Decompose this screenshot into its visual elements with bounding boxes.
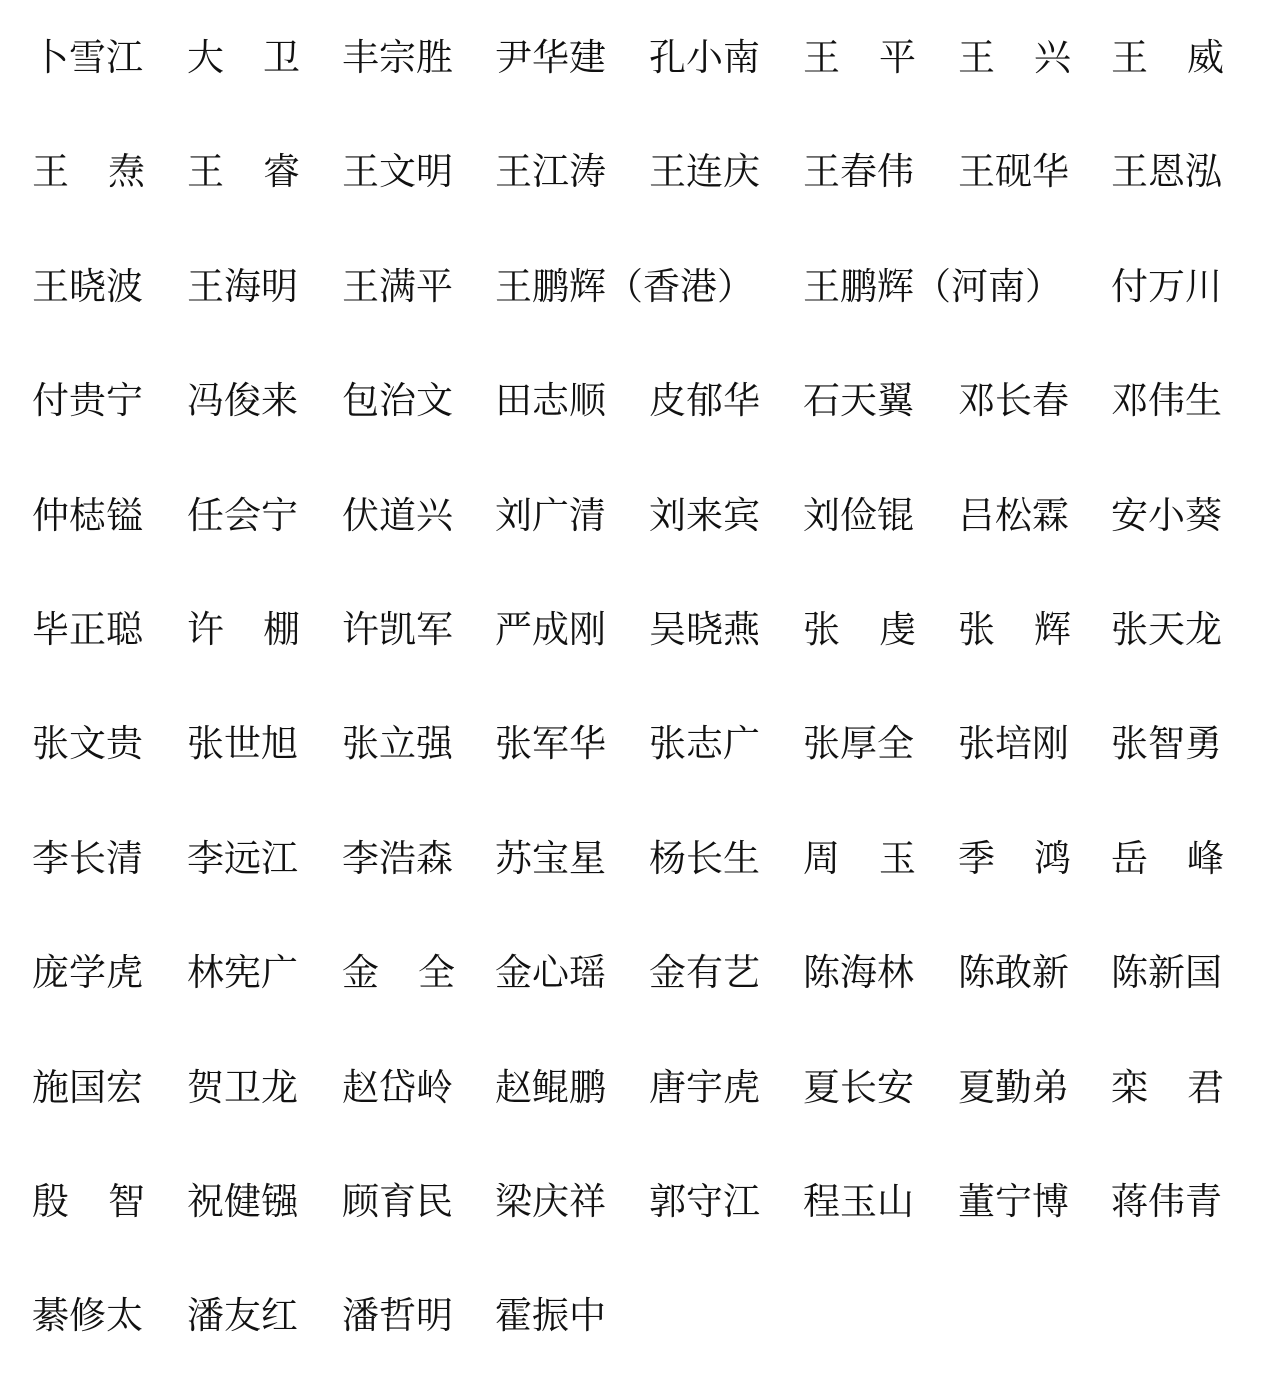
name-entry: 陈新国 <box>1111 951 1222 995</box>
name-entry: 吕松霖 <box>958 493 1069 537</box>
name-row <box>0 1162 1280 1242</box>
name-entry: 唐宇虎 <box>649 1065 760 1109</box>
name-row <box>0 361 1280 441</box>
name-entry: 李远江 <box>187 836 298 880</box>
name-entry: 仲梽镒 <box>32 493 143 537</box>
name-entry: 夏勤弟 <box>958 1065 1069 1109</box>
name-entry: 吴晓燕 <box>649 608 760 651</box>
name-entry: 李浩森 <box>342 836 453 880</box>
name-entry: 冯俊来 <box>187 379 298 423</box>
name-entry: 郭守江 <box>649 1180 760 1223</box>
name-entry: 林宪广 <box>187 951 298 995</box>
name-row <box>0 132 1280 212</box>
name-entry: 贺卫龙 <box>187 1065 298 1109</box>
name-entry: 梁庆祥 <box>495 1180 606 1223</box>
name-entry: 伏道兴 <box>342 493 453 537</box>
name-entry: 陈敢新 <box>958 951 1069 995</box>
name-entry: 许凯军 <box>342 608 453 651</box>
name-row <box>0 476 1280 556</box>
name-entry: 王 平 <box>803 36 916 79</box>
name-entry: 李长清 <box>32 836 143 880</box>
name-entry: 岳 峰 <box>1111 836 1224 880</box>
name-entry: 庞学虎 <box>32 951 143 995</box>
name-entry: 霍振中 <box>495 1294 606 1338</box>
name-entry: 刘来宾 <box>649 493 760 537</box>
name-entry: 赵岱岭 <box>342 1065 453 1109</box>
name-entry: 王 睿 <box>187 150 300 194</box>
name-entry: 张立强 <box>342 722 453 766</box>
name-entry: 潘哲明 <box>342 1294 453 1338</box>
name-entry: 王晓波 <box>32 264 143 308</box>
name-entry: 王砚华 <box>958 150 1069 194</box>
name-entry: 杨长生 <box>649 836 760 880</box>
name-entry: 金有艺 <box>649 951 760 995</box>
name-entry: 潘友红 <box>187 1294 298 1338</box>
name-entry: 陈海林 <box>803 951 914 995</box>
name-entry: 任会宁 <box>187 493 298 537</box>
name-entry: 夏长安 <box>803 1065 914 1109</box>
name-entry: 付万川 <box>1111 264 1222 308</box>
name-entry: 栾 君 <box>1111 1065 1224 1109</box>
name-entry: 大 卫 <box>187 36 300 79</box>
name-entry: 苏宝星 <box>495 836 606 880</box>
name-entry: 王春伟 <box>803 150 914 194</box>
name-entry: 安小葵 <box>1111 493 1222 537</box>
name-entry: 殷 智 <box>32 1180 145 1223</box>
name-entry: 王 兴 <box>958 36 1071 79</box>
name-entry: 邓伟生 <box>1111 379 1222 423</box>
name-entry: 张文贵 <box>32 722 143 766</box>
name-entry: 张志广 <box>649 722 760 766</box>
name-entry: 张 虔 <box>803 608 916 651</box>
name-entry: 丰宗胜 <box>342 36 453 79</box>
name-entry: 赵鲲鹏 <box>495 1065 606 1109</box>
name-entry: 祝健镪 <box>187 1180 298 1223</box>
name-entry: 刘俭锟 <box>803 493 914 537</box>
name-entry: 王鹏辉（香港） <box>495 264 754 308</box>
name-entry: 皮郁华 <box>649 379 760 423</box>
name-row <box>0 704 1280 784</box>
name-entry: 张厚全 <box>803 722 914 766</box>
name-entry: 金 全 <box>342 951 455 995</box>
name-row <box>0 247 1280 327</box>
name-entry: 王鹏辉（河南） <box>803 264 1062 308</box>
name-row <box>0 1048 1280 1128</box>
name-entry: 王江涛 <box>495 150 606 194</box>
name-entry: 王恩泓 <box>1111 150 1222 194</box>
name-entry: 尹华建 <box>495 36 606 79</box>
name-entry: 张军华 <box>495 722 606 766</box>
name-entry: 董宁博 <box>958 1180 1069 1223</box>
name-entry: 施国宏 <box>32 1065 143 1109</box>
name-row <box>0 933 1280 1013</box>
name-entry: 周 玉 <box>803 836 916 880</box>
name-entry: 王 焘 <box>32 150 145 194</box>
name-entry: 张世旭 <box>187 722 298 766</box>
name-entry: 金心瑶 <box>495 951 606 995</box>
name-row <box>0 819 1280 899</box>
name-entry: 许 棚 <box>187 608 300 651</box>
name-row <box>0 1276 1280 1356</box>
name-row <box>0 590 1280 670</box>
name-entry: 刘广清 <box>495 493 606 537</box>
name-entry: 顾育民 <box>342 1180 453 1223</box>
name-entry: 张智勇 <box>1111 722 1222 766</box>
name-entry: 田志顺 <box>495 379 606 423</box>
name-entry: 王文明 <box>342 150 453 194</box>
name-entry: 王连庆 <box>649 150 760 194</box>
name-entry: 王 威 <box>1111 36 1224 79</box>
name-entry: 张培刚 <box>958 722 1069 766</box>
name-entry: 邓长春 <box>958 379 1069 423</box>
name-entry: 程玉山 <box>803 1180 914 1223</box>
name-entry: 石天翼 <box>803 379 914 423</box>
name-entry: 毕正聪 <box>32 608 143 651</box>
name-entry: 蒋伟青 <box>1111 1180 1222 1223</box>
name-entry: 孔小南 <box>649 36 760 79</box>
name-entry: 严成刚 <box>495 608 606 651</box>
name-entry: 卜雪江 <box>32 36 143 79</box>
name-entry: 张天龙 <box>1111 608 1222 651</box>
name-entry: 王满平 <box>342 264 453 308</box>
name-entry: 包治文 <box>342 379 453 423</box>
name-entry: 季 鸿 <box>958 836 1071 880</box>
name-entry: 王海明 <box>187 264 298 308</box>
name-entry: 付贵宁 <box>32 379 143 423</box>
name-entry: 綦修太 <box>32 1294 143 1338</box>
name-row <box>0 18 1280 98</box>
name-entry: 张 辉 <box>958 608 1071 651</box>
